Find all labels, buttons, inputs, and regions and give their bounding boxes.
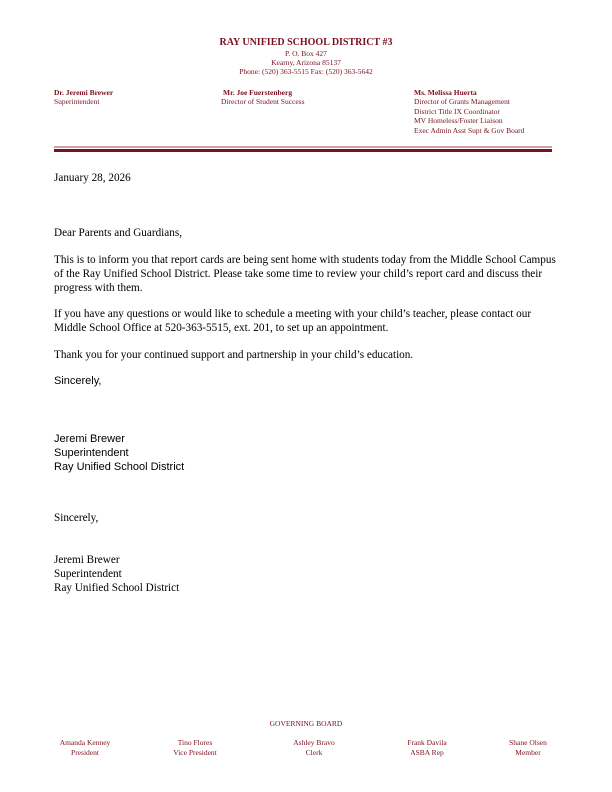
contact-line: Phone: (520) 363-5515 Fax: (520) 363-5642 [239,67,373,77]
signer-title: Superintendent [54,447,129,459]
member-role: Member [515,747,541,757]
member-role: Vice President [173,747,217,757]
board-member [150,738,240,757]
member-name: Ashley Bravo [293,738,335,747]
address-line-2: Kearny, Arizona 85137 [271,58,341,68]
member-role: President [71,747,99,757]
staff-role: Director of Student Success [221,97,305,107]
closing: Sincerely, [54,512,99,524]
staff-role: MV Homeless/Foster Liaison [414,116,503,126]
district-name: RAY UNIFIED SCHOOL DISTRICT #3 [219,37,393,48]
paragraph: Thank you for your continued support and partnership in your child’s education. [54,349,414,361]
paragraph: This is to inform you that report cards are being sent home with students today from the Middle School Campus of the Ray Unified School District. Please take some time to review your child’s report card and discuss their progress with them. [54,254,556,294]
staff-superintendent [54,88,113,107]
staff-name: Ms. Melissa Huerta [414,88,477,97]
member-name: Frank Davila [407,738,447,747]
board-member [269,738,359,757]
closing: Sincerely, [54,375,102,387]
staff-grants [414,88,524,135]
signature-block [54,553,559,595]
staff-role: District Title IX Coordinator [414,106,501,116]
member-role: Clerk [305,747,323,757]
staff-role: Superintendent [54,97,100,107]
salutation: Dear Parents and Guardians, [54,227,182,239]
signer-organization: Ray Unified School District [54,582,180,594]
staff-role: Director of Grants Management [414,97,511,107]
staff-name: Dr. Jeremi Brewer [54,88,114,97]
member-role: ASBA Rep [410,747,444,757]
signer-name: Jeremi Brewer [54,433,125,445]
board-member [382,738,472,757]
signature-block [54,432,559,474]
address-line-1: P. O. Box 427 [285,49,327,58]
letterhead [0,37,612,77]
paragraph: If you have any questions or would like to schedule a meeting with your child’s teacher, please contact our Middle School Office at 520-363-5515, ext. 201, to set up an appointment. [54,308,532,334]
member-name: Amanda Kenney [59,738,111,747]
signer-organization: Ray Unified School District [54,461,185,473]
staff-name: Mr. Joe Fuerstenberg [223,88,293,97]
signer-title: Superintendent [54,568,122,580]
board-member [40,738,130,757]
signer-name: Jeremi Brewer [54,554,120,566]
staff-role: Exec Admin Asst Supt & Gov Board [414,125,525,135]
board-member [483,738,573,757]
member-name: Tino Flores [177,738,213,747]
header-divider-thick [54,149,552,152]
letter-date: January 28, 2026 [54,172,131,184]
member-name: Shane Olsen [509,738,547,747]
staff-director [221,88,305,107]
header-divider-thin [54,146,552,148]
governing-board-heading: GOVERNING BOARD [269,719,343,728]
